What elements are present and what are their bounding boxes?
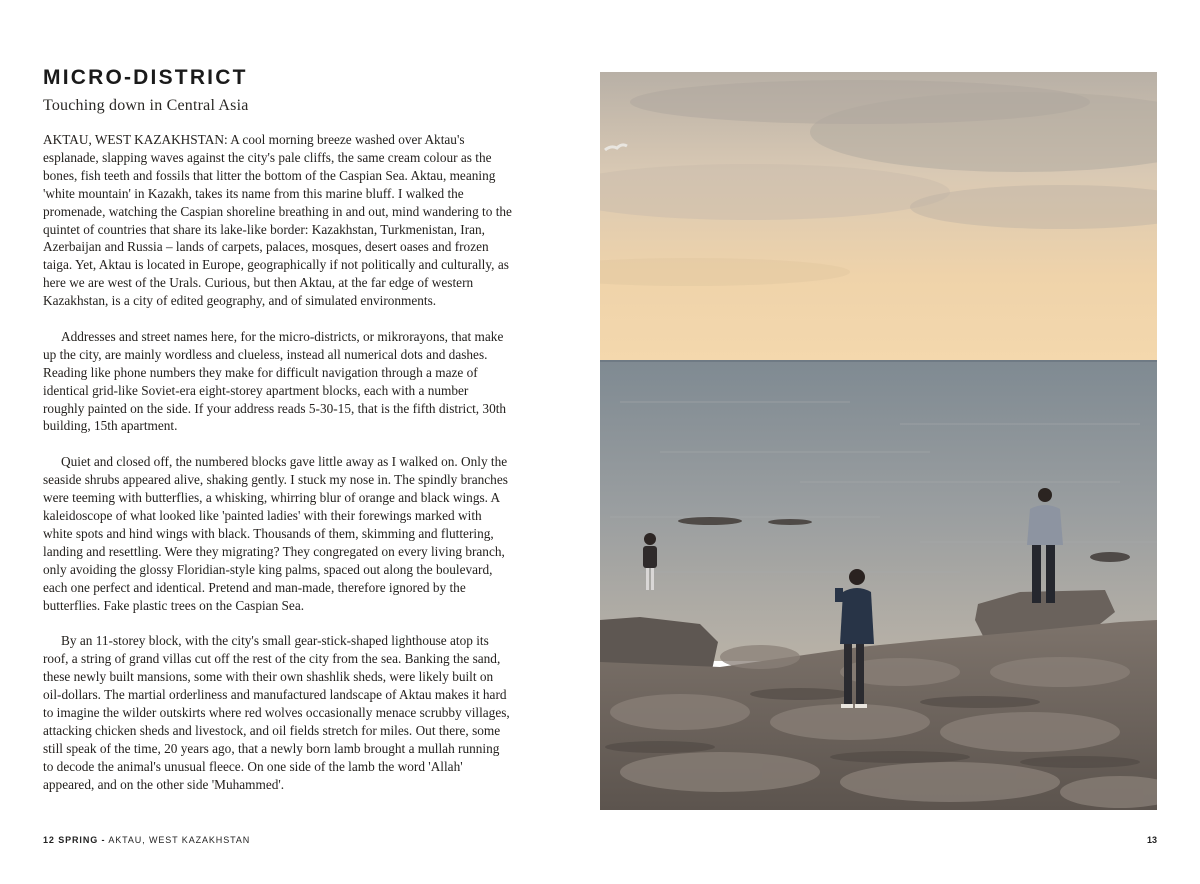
article-paragraph: By an 11-storey block, with the city's small gear-stick-shaped lighthouse atop its roof, a string of grand villas cut off the rest of the city from the sea. Banking the sand, these newly built mansions, some with their own shashlik sheds, were likely built on oil-dollars. The martial orderliness and manufactured landscape of Aktau makes it hard to imagine the wilder outskirts where red wolves occasionally menace scrubby villages, attacking chicken sheds and livestock, and oil fields stretch for miles. Out there, some still speak of the time, 20 years ago, that a newly born lamb brought a mullah running to decode the animal's unusual fleece. On one side of the lamb the word 'Allah' appeared, and on the other side 'Muhammed'. [43, 633, 510, 792]
chapter-title: MICRO-DISTRICT [43, 66, 248, 89]
article-paragraph: AKTAU, WEST KAZAKHSTAN: A cool morning breeze washed over Aktau's esplanade, slapping waves against the city's pale cliffs, the same cream colour as the bones, fish teeth and fossils that litter the bottom of the Caspian Sea. Aktau, meaning 'white mountain' in Kazakh, takes its name from this marine bluff. I walked the promenade, watching the Caspian shoreline breathing in and out, mind wandering to the quintet of countries that share its lake-like border: Kazakhstan, Turkmenistan, Iran, Azerbaijan and Russia – lands of carpets, palaces, mosques, desert oases and frozen taiga. Yet, Aktau is located in Europe, geographically if not politically and culturally, as here we are west of the Urals. Curious, but then Aktau, at the far edge of western Kazakhstan, is a city of edited geography, and of simulated environments. [43, 132, 512, 309]
footer-location: AKTAU, WEST KAZAKHSTAN [108, 835, 251, 845]
article-paragraph: Quiet and closed off, the numbered blocks gave little away as I walked on. Only the seaside shrubs appeared alive, shaking gently. I stuck my nose in. The spindly branches were teeming with butterflies, a whisking, whirring blur of orange and black wings. A kaleidoscope of what looked like 'painted ladies' with their forewings marked with white spots and hind wings with black. Thousands of them, skimming and fluttering, landing and resettling. Were they migrating? They congregated on every living branch, only avoiding the glossy Floridian-style king palms, spaced out along the boulevard, each one perfect and identical. Pretend and man-made, therefore ignored by the butterflies. Fake plastic trees on the Caspian Sea. [43, 454, 508, 613]
article-paragraph: Addresses and street names here, for the micro-districts, or mikrorayons, that make up the city, are mainly wordless and clueless, instead all numerical dots and dashes. Reading like phone numbers they make for difficult navigation through a maze of identical grid-like Soviet-era eight-storey apartment blocks, each with a number roughly painted on the side. If your address reads 5-30-15, that is the fifth district, 30th building, 15th apartment. [43, 328, 507, 434]
footer-running-head [43, 835, 250, 845]
page-number: 13 [1146, 835, 1157, 845]
seashore-photo [600, 72, 1157, 810]
chapter-subtitle: Touching down in Central Asia [43, 97, 249, 114]
footer-section: 12 SPRING - [43, 835, 106, 845]
article-body [43, 131, 513, 811]
left-page [43, 0, 513, 884]
